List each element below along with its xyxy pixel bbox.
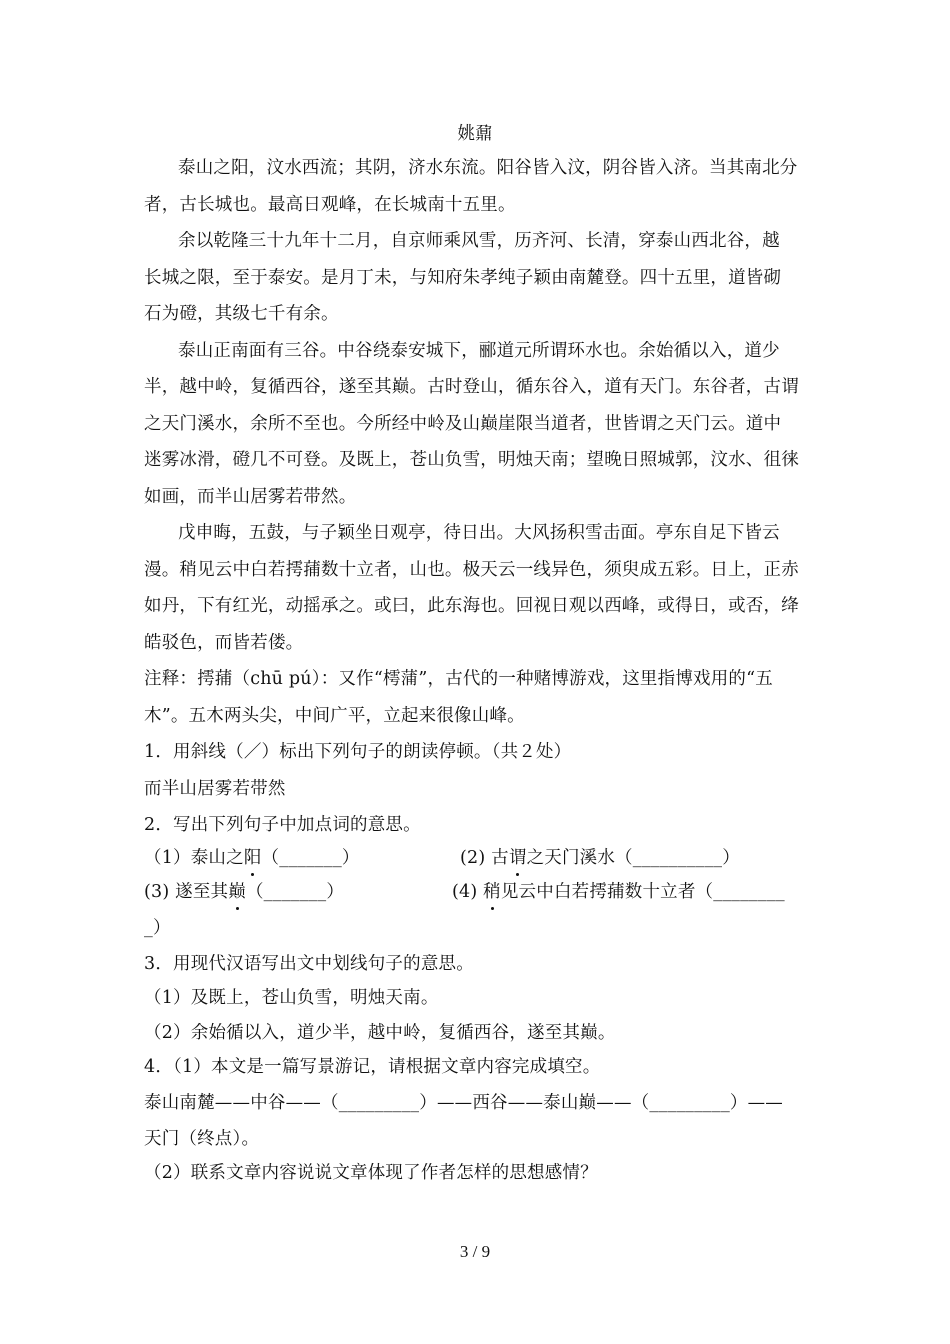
passage-line: 石为磴，其级七千有余。 [144,304,339,324]
question-4-route: 泰山南麓——中谷——（_________）——西谷——泰山巅——（_________）—— [144,1093,783,1113]
question-2-item-3: (3) 遂至其巅（_______） [144,882,345,902]
question-2-wrap: _） [144,918,171,938]
passage-line: 漫。稍见云中白若摴蒱数十立者，山也。极天云一线异色，须臾成五彩。日上，正赤 [144,560,799,580]
question-4-stem: 4．（1）本文是一篇写景游记，请根据文章内容完成填空。 [144,1057,601,1077]
passage-line: 之天门溪水，余所不至也。今所经中岭及山巅崖限当道者，世皆谓之天门云。道中 [144,414,782,434]
dotted-word: 阳 [243,848,262,868]
passage-line: 戊申晦，五鼓，与子颖坐日观亭，待日出。大风扬积雪击面。亭东自足下皆云 [178,523,780,543]
passage-line: 皓驳色，而皆若偻。 [144,633,304,653]
passage-line: 如画，而半山居雾若带然。 [144,487,357,507]
passage-line: 半，越中岭，复循西谷，遂至其巅。古时登山，循东谷入，道有天门。东谷者，古谓 [144,377,799,397]
passage-line: 泰山之阳，汶水西流；其阴，济水东流。阳谷皆入汶，阴谷皆入济。当其南北分 [178,158,798,178]
dotted-word: 谓 [508,848,527,868]
question-2-item-2: (2) 古谓之天门溪水（__________） [460,848,740,868]
passage-line: 如丹，下有红光，动摇承之。或曰，此东海也。回视日观以西峰，或得日，或否，绛 [144,596,799,616]
question-2-item-4: (4) 稍见云中白若摴蒱数十立者（________ [452,882,785,902]
question-1-stem: 1．用斜线（／）标出下列句子的朗读停顿。（共２处） [144,742,572,762]
question-1-sentence: 而半山居雾若带然 [144,779,286,799]
author-title: 姚鼐 [457,124,493,144]
question-4-part-2: （2）联系文章内容说说文章体现了作者怎样的思想感情？ [144,1163,598,1183]
note-line: 木”。五木两头尖，中间广平，立起来很像山峰。 [144,706,525,726]
passage-line: 泰山正南面有三谷。中谷绕泰安城下，郦道元所谓环水也。余始循以入，道少 [178,341,780,361]
dotted-word: 巅 [228,882,246,902]
passage-line: 长城之限，至于泰安。是月丁未，与知府朱孝纯子颖由南麓登。四十五里，道皆砌 [144,268,782,288]
passage-line: 迷雾冰滑，磴几不可登。及既上，苍山负雪，明烛天南；望晚日照城郭，汶水、徂徕 [144,450,799,470]
question-4-route-end: 天门（终点）。 [144,1129,260,1149]
dotted-word: 稍 [483,882,501,902]
question-2-item-1: （1）泰山之阳（_______） [144,848,360,868]
note-line: 注释：摴蒱（chū pú）：又作“樗蒲”，古代的一种赌博游戏，这里指博戏用的“五 [144,669,773,689]
passage-line: 余以乾隆三十九年十二月，自京师乘风雪，历齐河、长清，穿泰山西北谷，越 [178,231,780,251]
page-number: 3 / 9 [459,1242,491,1261]
question-3-item: （1）及既上，苍山负雪，明烛天南。 [144,988,439,1008]
question-3-stem: 3．用现代汉语写出文中划线句子的意思。 [144,954,474,974]
question-3-item: （2）余始循以入，道少半，越中岭，复循西谷，遂至其巅。 [144,1023,616,1043]
question-2-stem: 2．写出下列句子中加点词的意思。 [144,815,421,835]
passage-line: 者，古长城也。最高日观峰，在长城南十五里。 [144,195,516,215]
